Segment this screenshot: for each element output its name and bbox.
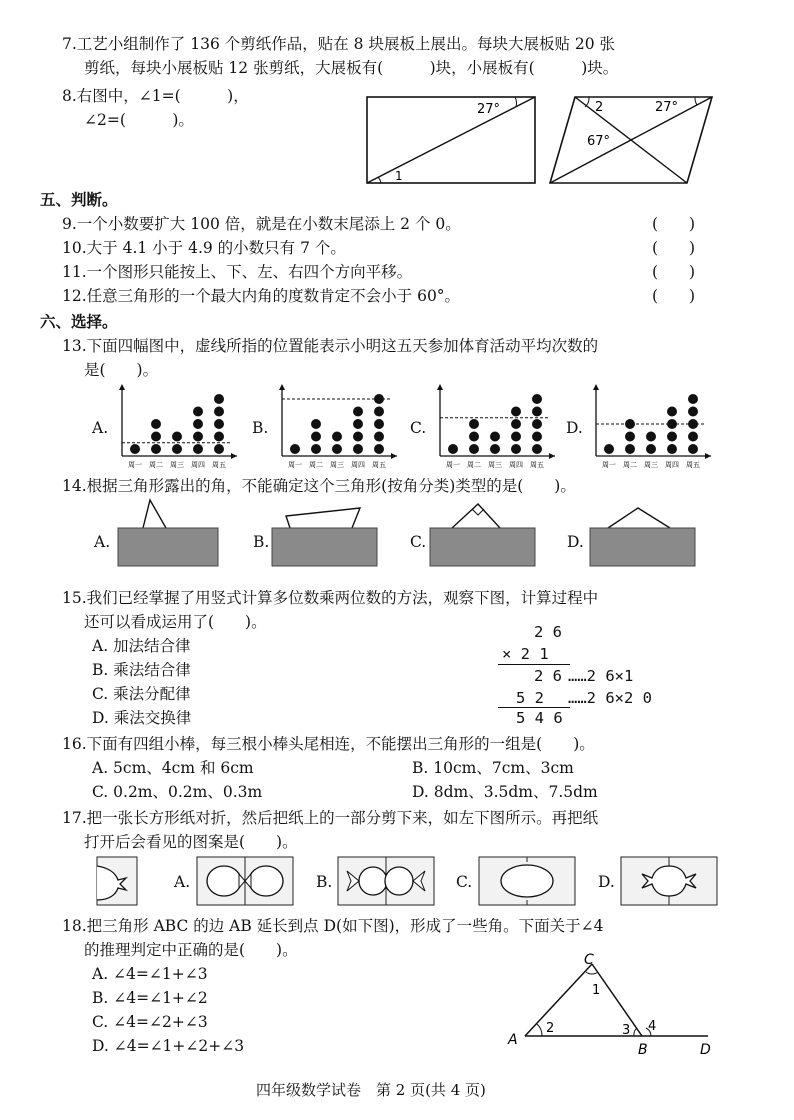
dot-周一: [290, 444, 300, 454]
calc-row4-note: ……2 6×2 0: [568, 689, 652, 707]
dot-周三: [172, 432, 182, 442]
q8-figure-1: [365, 95, 540, 185]
dot-周四: [193, 444, 203, 454]
dot-周四: [353, 444, 363, 454]
q17-option-b-figure: [337, 856, 437, 908]
y-axis-arrow: [279, 384, 285, 390]
label-b: B: [638, 1042, 648, 1058]
q18-triangle-figure: [500, 950, 730, 1060]
dot-周五: [374, 444, 384, 454]
q8-line2: ∠2=( )。: [84, 111, 194, 129]
dot-周四: [667, 407, 677, 417]
day-label: 周三: [170, 461, 184, 469]
dot-周三: [646, 432, 656, 442]
angle-1: 1: [592, 983, 601, 998]
q16-option-b[interactable]: B. 10cm、7cm、3cm: [412, 759, 574, 777]
dot-周四: [353, 419, 363, 429]
dot-周三: [490, 432, 500, 442]
x-axis-arrow: [231, 453, 237, 459]
q13-option-a-chart: [114, 382, 239, 474]
y-axis-arrow: [593, 384, 599, 390]
dot-周五: [532, 419, 542, 429]
q17-line2: 打开后会看见的图案是( )。: [84, 833, 298, 851]
dot-周二: [469, 432, 479, 442]
q13-option-d-label[interactable]: D.: [566, 419, 583, 437]
dot-周四: [667, 444, 677, 454]
q14-option-a-label[interactable]: A.: [94, 533, 111, 551]
dot-周五: [214, 394, 224, 404]
q17-line1: 17.把一张长方形纸对折，然后把纸上的一部分剪下来，如左下图所示。再把纸: [62, 809, 599, 827]
q8-fig1-angle-label: 27°: [477, 102, 501, 117]
day-label: 周二: [149, 461, 163, 469]
dot-周二: [625, 432, 635, 442]
q16-option-d[interactable]: D. 8dm、3.5dm、7.5dm: [412, 783, 598, 801]
q17-option-d-figure: [620, 856, 720, 908]
q7-line1: 7.工艺小组制作了 136 个剪纸作品，贴在 8 块展板上展出。每块大展板贴 20 张: [62, 35, 616, 53]
dot-周四: [193, 432, 203, 442]
dot-周五: [374, 407, 384, 417]
q18-line1: 18.把三角形 ABC 的边 AB 延长到点 D(如下图)，形成了一些角。下面关于∠4: [62, 917, 604, 935]
q13-option-c-label[interactable]: C.: [410, 419, 427, 437]
q8-fig2-angle-left: 67°: [587, 134, 611, 149]
day-label: 周一: [288, 461, 302, 469]
q13-line2: 是( )。: [84, 361, 159, 379]
day-label: 周四: [665, 461, 679, 469]
label-d: D: [700, 1042, 711, 1058]
dot-周四: [353, 432, 363, 442]
q15-line2: 还可以看成运用了( )。: [84, 613, 267, 631]
day-label: 周四: [351, 461, 365, 469]
q17-option-b-label[interactable]: B.: [316, 873, 333, 891]
calc-row4: 5 2: [516, 689, 544, 707]
q15-option-b[interactable]: B. 乘法结合律: [92, 661, 191, 679]
x-axis-arrow: [391, 453, 397, 459]
q14-option-b-label[interactable]: B.: [253, 533, 270, 551]
q8-line1: 8.右图中，∠1=( )，: [62, 87, 249, 105]
dot-周三: [490, 444, 500, 454]
day-label: 周一: [602, 461, 616, 469]
day-label: 周二: [467, 461, 481, 469]
q18-option-b[interactable]: B. ∠4=∠1+∠2: [92, 989, 208, 1007]
q9-blank[interactable]: ( ): [652, 215, 696, 233]
dot-周二: [311, 444, 321, 454]
q14-option-a-figure: [118, 498, 223, 570]
calc-row3-note: ……2 6×1: [568, 667, 634, 685]
dot-周五: [532, 407, 542, 417]
q10-blank[interactable]: ( ): [652, 239, 696, 257]
q18-option-a[interactable]: A. ∠4=∠1+∠3: [92, 965, 208, 983]
q13-line1: 13.下面四幅图中，虚线所指的位置能表示小明这五天参加体育活动平均次数的: [62, 337, 599, 355]
q15-option-a[interactable]: A. 加法结合律: [92, 637, 191, 655]
dot-周五: [688, 432, 698, 442]
dot-周五: [214, 407, 224, 417]
q9-text: 9.一个小数要扩大 100 倍，就是在小数末尾添上 2 个 0。: [62, 215, 461, 233]
q8-figure-2: [545, 95, 715, 185]
day-label: 周二: [309, 461, 323, 469]
calc-row5: 5 4 6: [516, 709, 563, 727]
q16-option-a[interactable]: A. 5cm、4cm 和 6cm: [92, 759, 254, 777]
dot-周五: [688, 444, 698, 454]
dot-周五: [688, 407, 698, 417]
dot-周二: [311, 432, 321, 442]
q10-text: 10.大于 4.1 小于 4.9 的小数只有 7 个。: [62, 239, 346, 257]
q11-text: 11.一个图形只能按上、下、左、右四个方向平移。: [62, 263, 413, 281]
dot-周五: [532, 394, 542, 404]
calc-row3: 2 6: [534, 667, 562, 685]
day-label: 周五: [686, 461, 700, 469]
q14-option-d-label[interactable]: D.: [567, 533, 584, 551]
dot-周三: [646, 444, 656, 454]
q14-option-c-label[interactable]: C.: [410, 533, 427, 551]
q17-option-a-figure: [196, 856, 296, 908]
q8-fig2-angle-top: 27°: [655, 100, 679, 115]
q16-option-c[interactable]: C. 0.2m、0.2m、0.3m: [92, 783, 263, 801]
q12-blank[interactable]: ( ): [652, 287, 696, 305]
q13-option-c-chart: [432, 382, 557, 474]
day-label: 周五: [530, 461, 544, 469]
page-footer: 四年级数学试卷 第 2 页(共 4 页): [256, 1081, 486, 1099]
q14-option-d-figure: [590, 498, 700, 570]
day-label: 周一: [446, 461, 460, 469]
dot-周五: [214, 444, 224, 454]
angle-3: 3: [622, 1023, 631, 1038]
x-axis-arrow: [549, 453, 555, 459]
label-a: A: [508, 1032, 518, 1048]
dot-周五: [688, 394, 698, 404]
q15-option-c[interactable]: C. 乘法分配律: [92, 685, 191, 703]
calc-row2: × 2 1: [502, 645, 549, 663]
section6-heading: 六、选择。: [40, 312, 118, 331]
calc-line1: [498, 664, 570, 665]
label-c: C: [584, 952, 594, 968]
x-axis-arrow: [705, 453, 711, 459]
q12-text: 12.任意三角形的一个最大内角的度数肯定不会小于 60°。: [62, 287, 461, 305]
day-label: 周三: [330, 461, 344, 469]
section5-heading: 五、判断。: [40, 190, 118, 209]
dot-周五: [532, 444, 542, 454]
dot-周一: [604, 444, 614, 454]
day-label: 周一: [128, 461, 142, 469]
y-axis-arrow: [437, 384, 443, 390]
calc-row1: 2 6: [534, 623, 562, 641]
q13-option-d-chart: [588, 382, 713, 474]
dot-周四: [193, 419, 203, 429]
q17-option-c-figure: [478, 856, 578, 908]
dot-周二: [151, 432, 161, 442]
dot-周一: [448, 444, 458, 454]
day-label: 周三: [644, 461, 658, 469]
day-label: 周四: [191, 461, 205, 469]
dot-周四: [193, 407, 203, 417]
dot-周一: [130, 444, 140, 454]
day-label: 周五: [372, 461, 386, 469]
day-label: 周五: [212, 461, 226, 469]
dot-周五: [214, 419, 224, 429]
dot-周五: [532, 432, 542, 442]
q14-text: 14.根据三角形露出的角，不能确定这个三角形(按角分类)类型的是( )。: [62, 477, 576, 495]
day-label: 周四: [509, 461, 523, 469]
q17-option-c-label[interactable]: C.: [456, 873, 473, 891]
q17-option-d-label[interactable]: D.: [598, 873, 615, 891]
dot-周二: [151, 419, 161, 429]
q15-option-d[interactable]: D. 乘法交换律: [92, 709, 192, 727]
q18-option-d[interactable]: D. ∠4=∠1+∠2+∠3: [92, 1037, 245, 1055]
q14-option-c-figure: [430, 498, 540, 570]
y-axis-arrow: [119, 384, 125, 390]
dot-周二: [151, 444, 161, 454]
angle-4: 4: [648, 1019, 657, 1034]
day-label: 周二: [623, 461, 637, 469]
dot-周二: [469, 444, 479, 454]
dot-周二: [311, 419, 321, 429]
q14-option-b-figure: [272, 498, 382, 570]
dot-周四: [511, 444, 521, 454]
dot-周五: [374, 432, 384, 442]
angle-2: 2: [546, 1021, 555, 1036]
q11-blank[interactable]: ( ): [652, 263, 696, 281]
dot-周五: [214, 432, 224, 442]
dot-周五: [374, 419, 384, 429]
dot-周二: [469, 419, 479, 429]
dot-周四: [511, 432, 521, 442]
dot-周四: [353, 407, 363, 417]
dot-周二: [625, 444, 635, 454]
q13-option-b-label[interactable]: B.: [252, 419, 269, 437]
q18-line2: 的推理判定中正确的是( )。: [84, 941, 298, 959]
q16-text: 16.下面有四组小棒，每三根小棒头尾相连，不能摆出三角形的一组是( )。: [62, 735, 595, 753]
dot-周四: [511, 407, 521, 417]
q13-option-a-label[interactable]: A.: [92, 419, 109, 437]
dot-周四: [511, 419, 521, 429]
q15-line1: 15.我们已经掌握了用竖式计算多位数乘两位数的方法，观察下图，计算过程中: [62, 589, 599, 607]
q7-line2: 剪纸，每块小展板贴 12 张剪纸，大展板有( )块，小展板有( )块。: [84, 59, 619, 77]
q18-option-c[interactable]: C. ∠4=∠2+∠3: [92, 1013, 208, 1031]
dot-周四: [667, 432, 677, 442]
q8-fig2-label-2: 2: [595, 100, 604, 115]
dot-周三: [332, 432, 342, 442]
day-label: 周三: [488, 461, 502, 469]
dot-周三: [332, 444, 342, 454]
q8-fig1-marker: 1: [395, 169, 403, 183]
q17-option-a-label[interactable]: A.: [174, 873, 191, 891]
q13-option-b-chart: [274, 382, 399, 474]
dot-周三: [172, 444, 182, 454]
q17-folded-paper: [96, 856, 140, 908]
